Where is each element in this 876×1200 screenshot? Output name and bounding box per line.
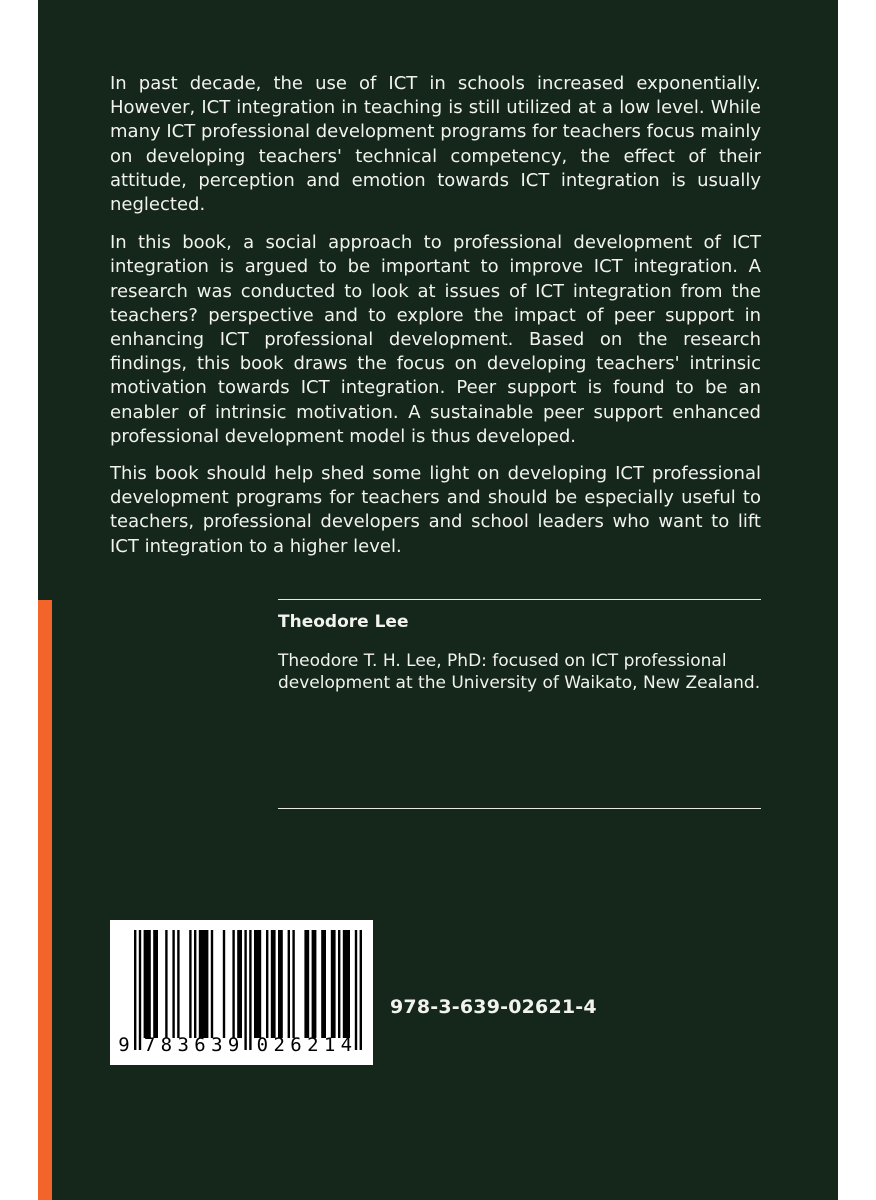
blurb-paragraph-1: In past decade, the use of ICT in schools increased exponentially. However, ICT integration in teaching is still utilized at a low level. While many ICT professional development programs for teachers focus mainly on developing teachers' technical competency, the effect of their attitude, perception and emotion towards ICT integration is usually neglected. xyxy=(110,73,762,216)
barcode-digit-7: 9 xyxy=(227,1034,240,1056)
barcode-bar-8 xyxy=(189,930,191,1038)
barcode-bar-16 xyxy=(249,930,251,1050)
barcode-bar-25 xyxy=(321,930,326,1038)
barcode-digit-10: 6 xyxy=(290,1034,302,1056)
barcode-image xyxy=(110,920,373,1065)
barcode-bar-28 xyxy=(343,930,350,1038)
barcode-bar-22 xyxy=(292,930,294,1038)
orange-accent-bar xyxy=(38,600,52,1200)
barcode-bar-13 xyxy=(232,930,234,1038)
barcode-bar-5 xyxy=(165,930,167,1038)
barcode-bar-11 xyxy=(211,930,213,1038)
divider-bottom xyxy=(278,808,761,809)
barcode-bar-3 xyxy=(144,930,151,1038)
barcode-bar-20 xyxy=(278,930,283,1038)
barcode-digit-11: 2 xyxy=(307,1034,319,1056)
barcode-digit-3: 8 xyxy=(160,1034,173,1056)
barcode-digit-5: 6 xyxy=(194,1034,206,1056)
barcode-digit-9: 2 xyxy=(273,1034,285,1056)
book-blurb xyxy=(110,72,761,573)
blurb-paragraph-3: This book should help shed some light on developing ICT professional development programs for teachers and should be especially useful to teachers, professional developers and school leaders who want to lift ICT integration to a higher level. xyxy=(110,463,761,557)
barcode-digit-2: 7 xyxy=(143,1034,156,1056)
barcode-bar-14 xyxy=(237,930,242,1038)
barcode-bar-23 xyxy=(304,930,309,1038)
divider-top xyxy=(278,599,761,600)
barcode-bar-10 xyxy=(199,930,209,1038)
barcode-bar-17 xyxy=(254,930,261,1038)
blurb-paragraph-2: In this book, a social approach to professional development of ICT integration is argued to be important to improve ICT integration. A research was conducted to look at issues of ICT integration from the teachers? perspective and to explore the impact of peer support in enhancing ICT professional development. Based on the research findings, this book draws the focus on developing teachers' intrinsic motivation towards ICT integration. Peer support is found to be an enabler of intrinsic motivation. A sustainable peer support enhanced professional development model is thus developed. xyxy=(110,232,761,447)
barcode-bar-12 xyxy=(223,930,225,1038)
barcode-digit-8: 0 xyxy=(256,1034,269,1056)
barcode-bar-26 xyxy=(331,930,336,1038)
barcode-bar-18 xyxy=(266,930,268,1038)
barcode-bar-9 xyxy=(194,930,196,1038)
barcode-bar-4 xyxy=(153,930,158,1038)
barcode-bar-6 xyxy=(172,930,174,1038)
barcode-digit-13: 4 xyxy=(340,1034,353,1056)
author-name: Theodore Lee xyxy=(278,612,409,632)
barcode-bar-15 xyxy=(244,930,246,1050)
barcode xyxy=(110,920,373,1065)
barcode-bar-2 xyxy=(139,930,141,1050)
barcode-bar-24 xyxy=(312,930,317,1038)
isbn-number: 978-3-639-02621-4 xyxy=(390,996,597,1018)
barcode-digit-12: 1 xyxy=(323,1034,336,1056)
barcode-bar-1 xyxy=(134,930,136,1050)
author-bio: Theodore T. H. Lee, PhD: focused on ICT professional development at the University of Waikato, New Zealand. xyxy=(278,651,761,693)
barcode-bar-29 xyxy=(355,930,357,1050)
barcode-bar-7 xyxy=(177,930,179,1038)
barcode-bar-19 xyxy=(271,930,276,1038)
barcode-bar-21 xyxy=(288,930,290,1038)
barcode-bar-30 xyxy=(360,930,362,1050)
barcode-digit-4: 3 xyxy=(177,1034,189,1056)
barcode-bar-27 xyxy=(338,930,340,1038)
barcode-digit-6: 3 xyxy=(211,1034,223,1056)
barcode-digit-1: 9 xyxy=(118,1034,130,1056)
